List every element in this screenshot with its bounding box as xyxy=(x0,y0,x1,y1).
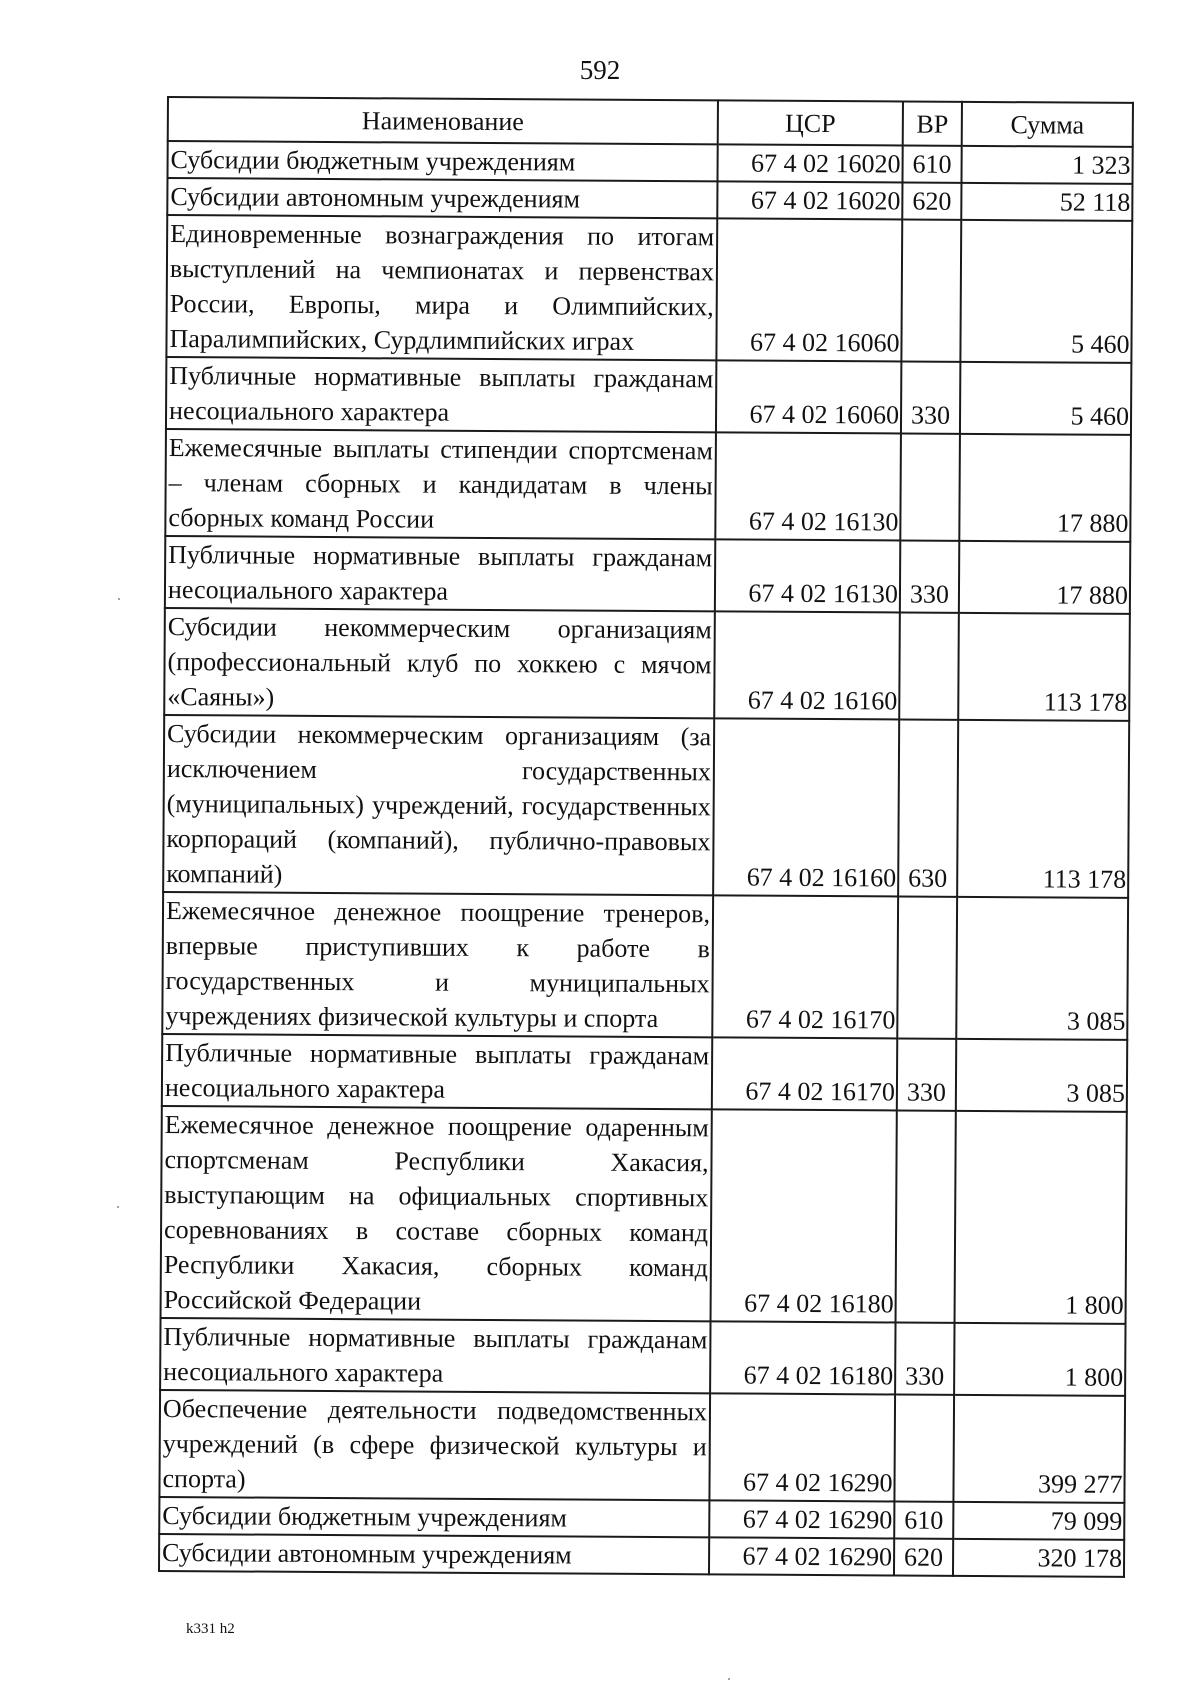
row-vr-cell: 620 xyxy=(902,182,961,219)
row-name-cell: Публичные нормативные выплаты гражданам несоциального характера xyxy=(165,536,715,611)
row-sum-cell: 17 880 xyxy=(959,541,1130,614)
row-vr-cell xyxy=(894,1394,954,1501)
row-name-cell: Ежемесячные выплаты стипендии спортсменам – членам сборных и кандидатам в члены сборных команд России xyxy=(165,429,716,539)
row-csr-cell: 67 4 02 16290 xyxy=(709,1537,894,1575)
table-row xyxy=(163,715,1129,898)
table-row xyxy=(166,357,1131,435)
row-vr-cell xyxy=(901,219,961,361)
row-name-cell: Публичные нормативные выплаты гражданам несоциального характера xyxy=(166,357,716,432)
table-row xyxy=(160,1318,1125,1396)
row-vr-cell: 620 xyxy=(894,1538,953,1575)
table-row xyxy=(166,215,1132,363)
header-sum: Сумма xyxy=(962,102,1133,147)
scan-dot xyxy=(117,1206,119,1208)
row-name-cell: Публичные нормативные выплаты гражданам несоциального характера xyxy=(160,1318,710,1393)
row-name-cell: Единовременные вознаграждения по итогам выступлений на чемпионатах и первенствах России, Европы, мира и Олимпийских, Паралимпийских, Сурдлимпийских играх xyxy=(166,215,717,360)
table-row xyxy=(159,1534,1124,1577)
row-sum-cell: 79 099 xyxy=(953,1502,1124,1540)
row-vr-cell: 610 xyxy=(902,145,961,182)
row-csr-cell: 67 4 02 16180 xyxy=(711,1109,897,1322)
table-row xyxy=(167,178,1132,221)
row-name-cell: Субсидии бюджетным учреждениям xyxy=(167,141,717,181)
row-sum-cell: 3 085 xyxy=(956,1039,1127,1112)
row-vr-cell: 330 xyxy=(895,1322,954,1394)
row-vr-cell: 330 xyxy=(901,361,960,433)
row-name-cell: Публичные нормативные выплаты гражданам несоциального характера xyxy=(162,1034,712,1109)
table-row xyxy=(164,608,1130,721)
table-row xyxy=(167,141,1132,184)
row-sum-cell: 113 178 xyxy=(958,613,1130,721)
row-csr-cell: 67 4 02 16290 xyxy=(709,1393,895,1501)
row-name-cell: Субсидии некоммерческим организациям (профессиональный клуб по хоккею с мячом «Саяны») xyxy=(164,608,715,718)
scan-dot xyxy=(118,598,120,600)
table-row xyxy=(159,1497,1124,1540)
row-sum-cell: 5 460 xyxy=(960,220,1132,363)
row-sum-cell: 5 460 xyxy=(960,362,1131,435)
table-body xyxy=(159,141,1133,1577)
row-name-cell: Субсидии автономным учреждениям xyxy=(159,1534,709,1574)
row-csr-cell: 67 4 02 16020 xyxy=(717,181,902,219)
row-csr-cell: 67 4 02 16060 xyxy=(716,360,901,433)
row-csr-cell: 67 4 02 16170 xyxy=(712,895,898,1038)
row-vr-cell: 330 xyxy=(897,1038,956,1110)
row-csr-cell: 67 4 02 16170 xyxy=(712,1037,897,1110)
scan-dot xyxy=(728,1678,730,1680)
row-name-cell: Субсидии автономным учреждениям xyxy=(167,178,717,218)
row-csr-cell: 67 4 02 16130 xyxy=(715,539,900,612)
budget-table xyxy=(158,96,1134,1578)
row-csr-cell: 67 4 02 16160 xyxy=(713,718,899,896)
table-row xyxy=(161,1106,1127,1324)
row-sum-cell: 399 277 xyxy=(953,1395,1125,1503)
row-sum-cell: 52 118 xyxy=(961,183,1132,221)
row-csr-cell: 67 4 02 16160 xyxy=(714,611,900,719)
row-vr-cell: 610 xyxy=(894,1501,953,1538)
row-name-cell: Ежемесячное денежное поощрение тренеров, впервые приступивших к работе в государственных и муниципальных учреждениях физической культуры и спорта xyxy=(162,892,713,1037)
table-row xyxy=(162,1034,1127,1112)
row-sum-cell: 3 085 xyxy=(956,897,1128,1040)
row-vr-cell: 630 xyxy=(898,719,958,896)
row-name-cell: Субсидии бюджетным учреждениям xyxy=(159,1497,709,1537)
row-vr-cell xyxy=(897,896,957,1038)
header-name: Наименование xyxy=(168,97,718,144)
row-vr-cell xyxy=(900,433,960,540)
table-row xyxy=(162,892,1128,1040)
row-sum-cell: 1 800 xyxy=(954,1323,1125,1396)
row-sum-cell: 17 880 xyxy=(959,434,1131,542)
row-sum-cell: 1 323 xyxy=(961,146,1132,184)
row-csr-cell: 67 4 02 16020 xyxy=(717,144,902,182)
table-header-row xyxy=(168,97,1133,147)
row-vr-cell xyxy=(899,612,959,719)
page-number: 592 xyxy=(579,55,621,85)
row-csr-cell: 67 4 02 16180 xyxy=(710,1321,895,1394)
row-name-cell: Обеспечение деятельности подведомственных учреждений (в сфере физической культуры и спорта) xyxy=(159,1390,710,1500)
row-csr-cell: 67 4 02 16130 xyxy=(715,432,901,540)
header-vr: ВР xyxy=(903,101,962,145)
table-row xyxy=(159,1390,1125,1503)
row-name-cell: Ежемесячное денежное поощрение одаренным спортсменам Республики Хакасия, выступающим на официальных спортивных соревнованиях в составе сборных команд Республики Хакасия, сборных команд Российской Федерации xyxy=(161,1106,712,1321)
table-row xyxy=(165,429,1131,542)
table-row xyxy=(165,536,1130,614)
row-sum-cell: 1 800 xyxy=(955,1111,1127,1324)
row-sum-cell: 320 178 xyxy=(953,1539,1124,1577)
header-csr: ЦСР xyxy=(718,100,903,145)
row-name-cell: Субсидии некоммерческим организациям (за исключением государственных (муниципальных) учреждений, государственных корпораций (компаний), публично-правовых компаний) xyxy=(163,715,714,895)
row-vr-cell: 330 xyxy=(900,540,959,612)
footer-code: k331 h2 xyxy=(186,1621,235,1637)
row-sum-cell: 113 178 xyxy=(957,720,1129,898)
row-vr-cell xyxy=(896,1110,956,1322)
row-csr-cell: 67 4 02 16060 xyxy=(716,218,902,361)
row-csr-cell: 67 4 02 16290 xyxy=(709,1500,894,1538)
